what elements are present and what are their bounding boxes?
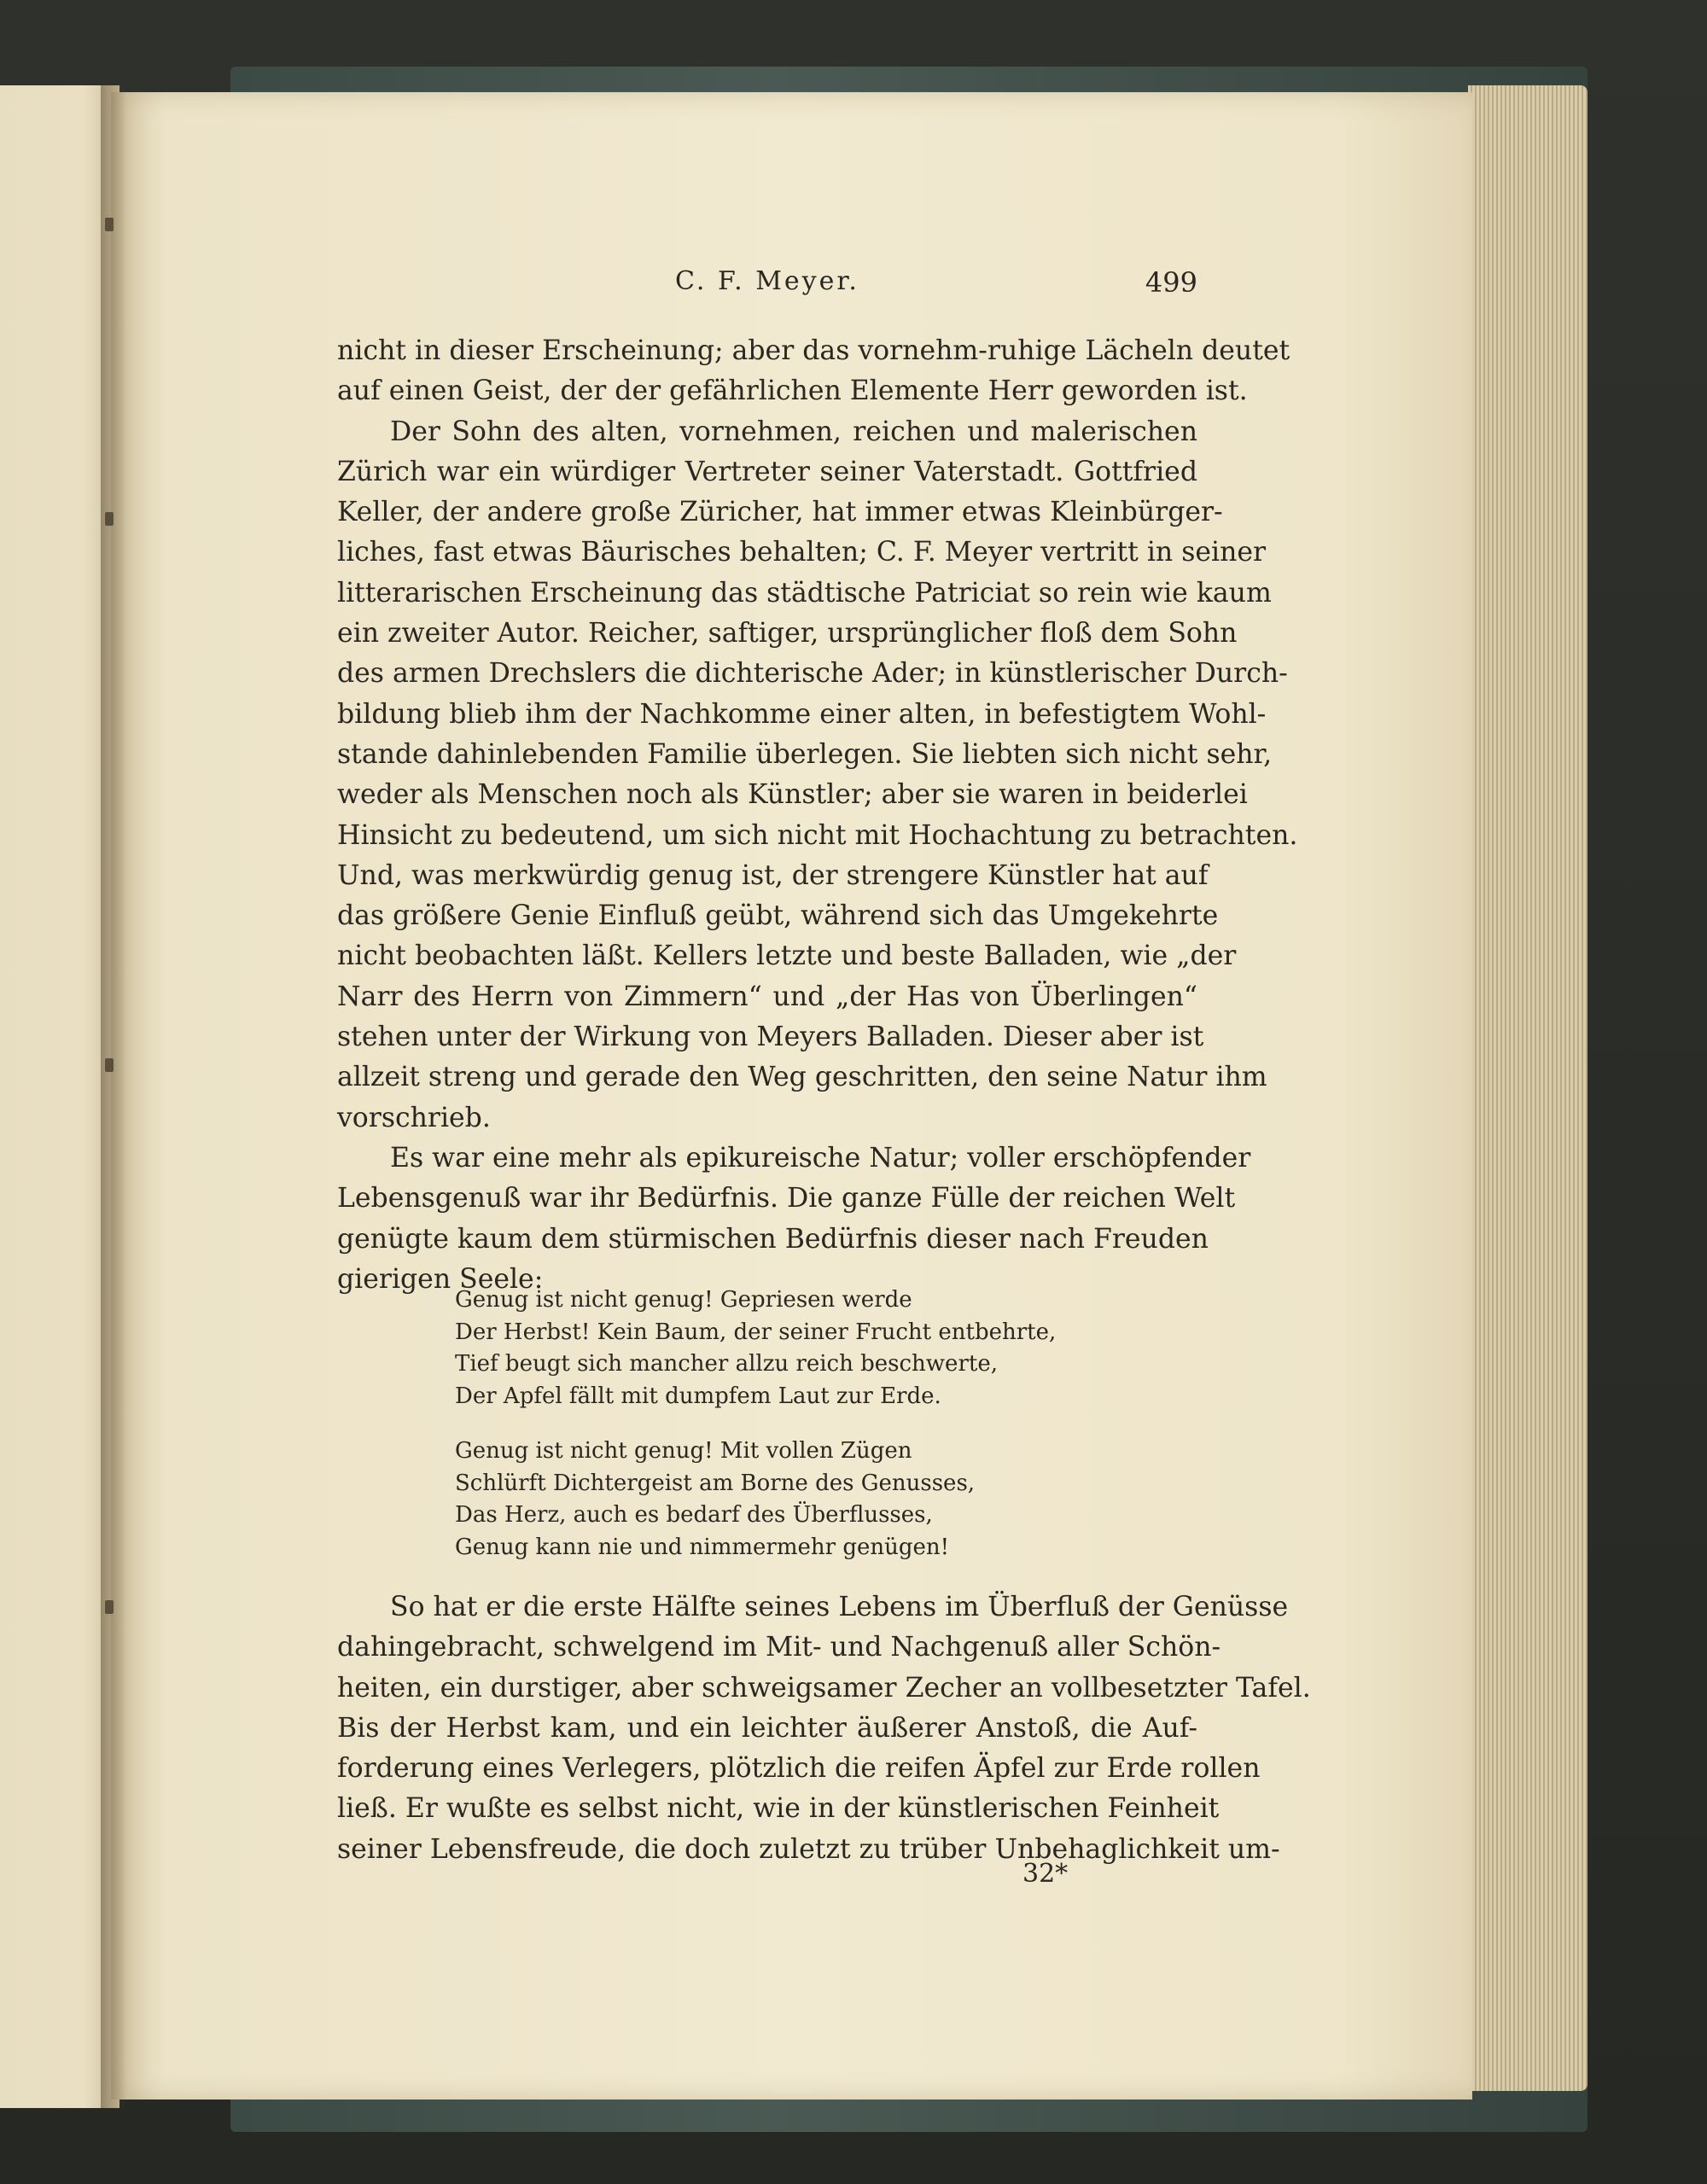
text-line: heiten, ein durstiger, aber schweigsamer Zecher an vollbesetzter Tafel. — [337, 1672, 1311, 1704]
closing-paragraph — [337, 1587, 1311, 1870]
binding-mark — [105, 512, 114, 526]
binding-mark — [105, 1600, 114, 1614]
verse-line: Genug ist nicht genug! Mit vollen Zügen — [455, 1438, 912, 1464]
text-line: vorschrieb. — [337, 1102, 491, 1133]
verse-line: Das Herz, auch es bedarf des Überflusses, — [455, 1502, 933, 1528]
running-head: C. F. Meyer. — [675, 266, 859, 296]
verse-line: Genug ist nicht genug! Gepriesen werde — [455, 1287, 912, 1313]
text-line: forderung eines Verlegers, plötzlich die reifen Äpfel zur Erde rollen — [337, 1753, 1261, 1785]
text-line: bildung blieb ihm der Nachkomme einer alten, in befestigtem Wohl- — [337, 698, 1267, 730]
text-line: So hat er die erste Hälfte seines Lebens im Überfluß der Genüsse — [390, 1592, 1289, 1622]
text-line: Bis der Herbst kam, und ein leichter äußerer Anstoß, die Auf- — [337, 1712, 1197, 1744]
verse-line: Tief beugt sich mancher allzu reich beschwerte, — [455, 1351, 998, 1377]
text-line: Es war eine mehr als epikureische Natur; voller erschöpfender — [390, 1142, 1251, 1174]
page-gutter — [101, 85, 126, 2108]
verse-line: Genug kann nie und nimmermehr genügen! — [455, 1534, 950, 1560]
text-line: liches, fast etwas Bäurisches behalten; C. F. Meyer vertritt in seiner — [337, 537, 1267, 568]
text-line: gierigen Seele: — [337, 1263, 544, 1295]
text-line: Und, was merkwürdig genug ist, der strengere Künstler hat auf — [337, 859, 1209, 891]
text-line: stehen unter der Wirkung von Meyers Balladen. Dieser aber ist — [337, 1022, 1204, 1053]
verse-line: Schlürft Dichtergeist am Borne des Genusses, — [455, 1470, 976, 1496]
poem-stanza-2 — [455, 1436, 1069, 1564]
text-line: Zürich war ein würdiger Vertreter seiner Vaterstadt. Gottfried — [337, 456, 1197, 487]
text-line: auf einen Geist, der der gefährlichen Elemente Herr geworden ist. — [337, 376, 1248, 407]
text-line: litterarischen Erscheinung das städtische Patriciat so rein wie kaum — [337, 577, 1272, 609]
text-line: ein zweiter Autor. Reicher, saftiger, ursprünglicher floß dem Sohn — [337, 618, 1238, 649]
page-number: 499 — [1145, 266, 1197, 299]
binding-mark — [105, 1058, 114, 1072]
text-line: nicht beobachten läßt. Kellers letzte und beste Balladen, wie „der — [337, 941, 1237, 972]
verse-line: Der Apfel fällt mit dumpfem Laut zur Erde. — [455, 1383, 941, 1409]
text-line: Narr des Herrn von Zimmern“ und „der Has von Überlingen“ — [337, 981, 1197, 1012]
page-header — [337, 266, 1197, 306]
text-line: Hinsicht zu bedeutend, um sich nicht mit Hochachtung zu betrachten. — [337, 819, 1298, 851]
signature-mark: 32* — [1022, 1859, 1069, 1889]
text-line: das größere Genie Einfluß geübt, während sich das Umgekehrte — [337, 900, 1219, 932]
text-line: des armen Drechslers die dichterische Ader; in künstlerischer Durch- — [337, 658, 1288, 690]
text-line: Lebensgenuß war ihr Bedürfnis. Die ganze Fülle der reichen Welt — [337, 1183, 1236, 1214]
page-edges — [1468, 85, 1588, 2091]
text-line: nicht in dieser Erscheinung; aber das vornehm-ruhige Lächeln deutet — [337, 335, 1290, 366]
text-line: ließ. Er wußte es selbst nicht, wie in der künstlerischen Feinheit — [337, 1793, 1220, 1825]
poem-stanza-1 — [455, 1284, 1069, 1412]
text-line: genügte kaum dem stürmischen Bedürfnis dieser nach Freuden — [337, 1223, 1209, 1255]
text-line: stande dahinlebenden Familie überlegen. Sie liebten sich nicht sehr, — [337, 738, 1273, 770]
text-line: weder als Menschen noch als Künstler; aber sie waren in beiderlei — [337, 779, 1248, 811]
text-line: dahingebracht, schwelgend im Mit- und Nachgenuß aller Schön- — [337, 1632, 1221, 1663]
text-line: Keller, der andere große Züricher, hat immer etwas Kleinbürger- — [337, 497, 1223, 528]
main-text — [337, 331, 1298, 1300]
binding-mark — [105, 218, 114, 231]
verse-line: Der Herbst! Kein Baum, der seiner Frucht entbehrte, — [455, 1319, 1057, 1345]
text-line: allzeit streng und gerade den Weg geschritten, den seine Natur ihm — [337, 1062, 1267, 1093]
text-line: Der Sohn des alten, vornehmen, reichen und malerischen — [390, 416, 1197, 447]
text-line: seiner Lebensfreude, die doch zuletzt zu trüber Unbehaglichkeit um- — [337, 1833, 1280, 1865]
